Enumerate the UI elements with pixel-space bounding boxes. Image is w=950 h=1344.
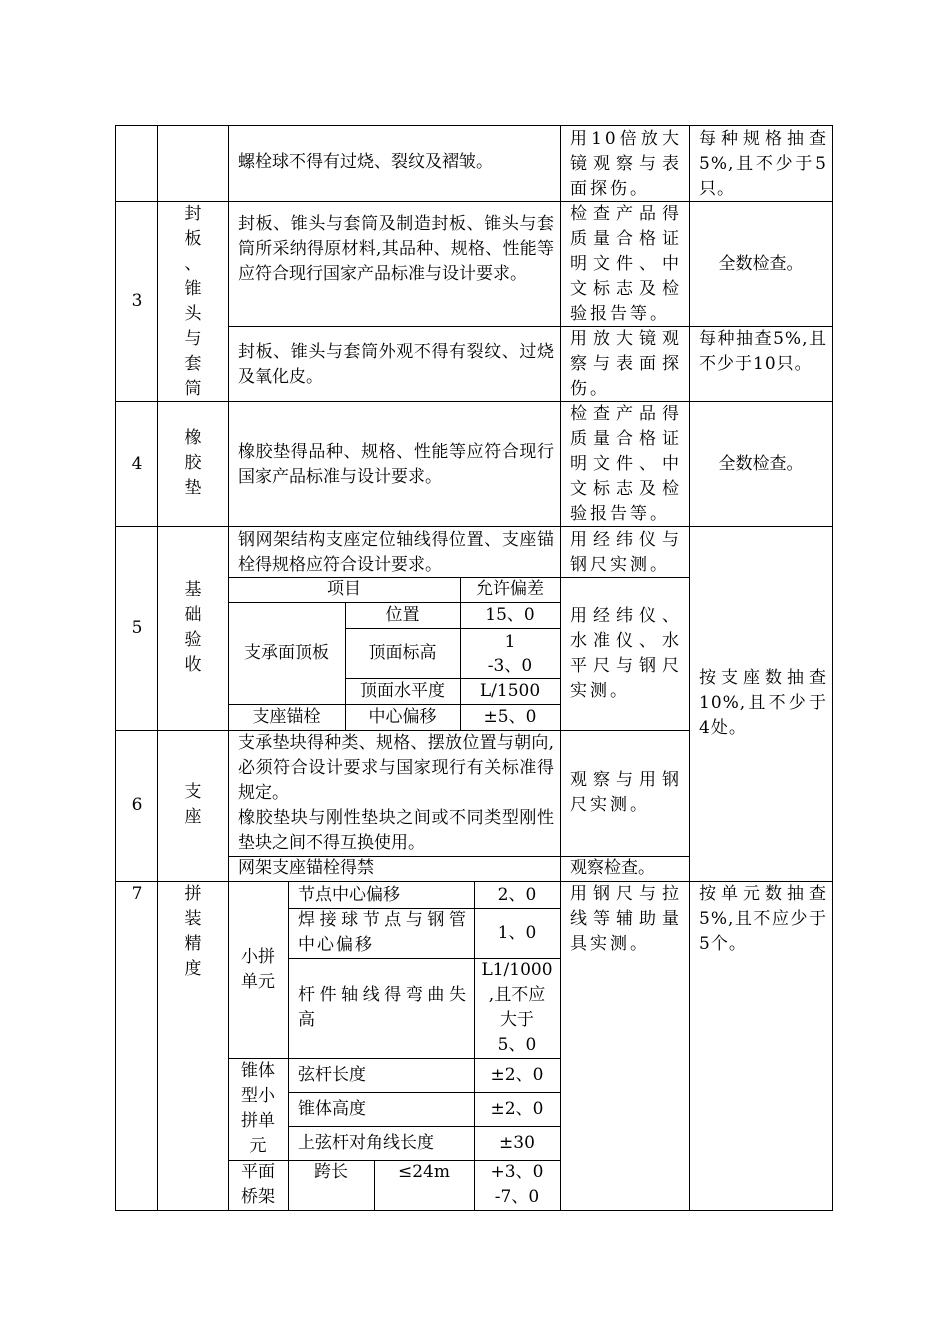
top-level-label: 顶面水平度	[360, 680, 445, 701]
bolt-method: 用10倍放大镜观察与表面探伤。	[570, 129, 682, 199]
row3-item: 封 板 、 锥 头 与 套 筒	[184, 204, 202, 399]
node-offset-deviation: 2、0	[497, 884, 537, 905]
row6-content: 支承垫块得种类、规格、摆放位置与朝向,必须符合设计要求与国家现行有关标准得规定。 橡胶垫块与刚性垫块之间或不同类型刚性垫块之间不得互换使用。	[238, 733, 554, 853]
row6-content2: 网架支座锚栓得禁	[238, 858, 374, 878]
weld-offset-deviation: 1、0	[497, 922, 537, 943]
span-label: 跨长	[314, 1162, 348, 1182]
row4-item: 橡 胶 垫	[184, 428, 202, 498]
diagonal-length-deviation: ±30	[499, 1132, 535, 1153]
grid-line	[115, 125, 833, 126]
row4-number: 4	[131, 453, 143, 474]
grid-line	[115, 125, 116, 1211]
grid-line	[288, 882, 289, 1211]
grid-line	[228, 856, 690, 857]
grid-line	[228, 602, 560, 603]
grid-line	[345, 678, 560, 679]
position-label: 位置	[385, 604, 420, 625]
grid-line	[345, 628, 560, 629]
top-elevation-deviation-lower: -3、0	[487, 656, 533, 676]
grid-line	[689, 125, 690, 1211]
cone-height-label: 锥体高度	[298, 1098, 366, 1119]
center-offset-deviation: ±5、0	[483, 706, 537, 727]
row7-quantity: 按单元数抽查5%,且不应少于5个。	[699, 884, 827, 954]
grid-line	[460, 577, 461, 730]
row6-method: 观察与用钢尺实测。	[570, 770, 682, 815]
diagonal-length-label: 上弦杆对角线长度	[298, 1132, 434, 1153]
grid-line	[228, 1160, 560, 1161]
center-offset-label: 中心偏移	[368, 706, 437, 727]
row7-method: 用钢尺与拉线等辅助量具实测。	[570, 884, 682, 954]
bend-label: 杆件轴线得弯曲失高	[298, 985, 468, 1030]
span-deviation: +3、0 -7、0	[490, 1162, 544, 1207]
position-deviation: 15、0	[485, 604, 535, 625]
grid-line	[157, 125, 158, 1211]
row3-method2: 用放大镜观察与表面探伤。	[570, 329, 682, 399]
row6-method2: 观察检查。	[570, 858, 655, 878]
support-top-plate: 支承面顶板	[244, 642, 329, 663]
row6-item: 支 座	[184, 782, 202, 827]
sub-header-deviation: 允许偏差	[476, 579, 544, 599]
row7-number: 7	[131, 884, 143, 904]
grid-line	[345, 602, 346, 730]
row4-content: 橡胶垫得品种、规格、性能等应符合现行国家产品标准与设计要求。	[238, 442, 554, 487]
bolt-quantity: 每种规格抽查5%,且不少于5只。	[699, 129, 827, 199]
row4-quantity: 全数检查。	[718, 453, 804, 474]
chord-length-deviation: ±2、0	[490, 1064, 544, 1085]
row3-content2: 封板、锥头与套筒外观不得有裂纹、过烧及氧化皮。	[238, 342, 554, 387]
grid-line	[288, 1126, 560, 1127]
grid-line	[832, 125, 833, 1211]
row7-item: 拼 装 精 度	[184, 884, 202, 979]
grid-line	[288, 908, 560, 909]
top-elevation-label: 顶面标高	[368, 642, 437, 663]
grid-line	[115, 401, 833, 402]
row6-number: 6	[131, 794, 143, 815]
bolt-content: 螺栓球不得有过烧、裂纹及褶皱。	[238, 151, 493, 172]
grid-line	[115, 201, 833, 202]
plane-truss-label: 平面 桥架	[241, 1162, 275, 1207]
grid-line	[115, 526, 833, 527]
cone-unit-label: 锥体 型小 拼单 元	[241, 1061, 275, 1156]
bend-deviation: L1/1000 ,且不应 大于 5、0	[481, 960, 553, 1055]
grid-line	[228, 704, 560, 705]
row4-method: 检查产品得质量合格证明文件、中文标志及检验报告等。	[570, 404, 682, 524]
row3-quantity1: 全数检查。	[718, 253, 804, 274]
grid-line	[288, 1092, 560, 1093]
row5-method2: 用经纬仪、水准仪、水平尺与钢尺实测。	[570, 606, 682, 701]
row5-6-quantity: 按支座数抽查10%,且不少于4处。	[699, 668, 827, 738]
grid-line	[228, 125, 229, 1211]
small-unit-label: 小拼 单元	[241, 947, 275, 992]
chord-length-label: 弦杆长度	[298, 1064, 366, 1085]
row3-method1: 检查产品得质量合格证明文件、中文标志及检验报告等。	[570, 204, 682, 324]
grid-line	[228, 577, 690, 578]
grid-line	[474, 882, 475, 1211]
grid-line	[228, 1058, 560, 1059]
row3-content1: 封板、锥头与套筒及制造封板、锥头与套筒所采纳得原材料,其品种、规格、性能等应符合现行国家产品标准与设计要求。	[238, 214, 554, 284]
row5-method1: 用经纬仪与钢尺实测。	[570, 530, 682, 575]
grid-line	[374, 1160, 375, 1211]
grid-line	[228, 326, 833, 327]
row3-number: 3	[131, 290, 143, 311]
row5-content: 钢网架结构支座定位轴线得位置、支座锚栓得规格应符合设计要求。	[238, 530, 554, 575]
grid-line	[115, 730, 690, 731]
top-level-deviation: L/1500	[479, 680, 541, 701]
anchor-bolt-label: 支座锚栓	[252, 706, 321, 727]
grid-line	[288, 958, 560, 959]
top-elevation-deviation-upper: 1	[504, 632, 516, 652]
cone-height-deviation: ±2、0	[490, 1098, 544, 1119]
sub-header-item: 项目	[327, 579, 361, 599]
row3-quantity2: 每种抽查5%,且不少于10只。	[699, 329, 827, 374]
row5-item: 基 础 验 收	[184, 580, 202, 675]
row5-number: 5	[131, 617, 143, 638]
span-condition: ≤24m	[398, 1162, 450, 1182]
grid-line	[560, 125, 561, 1211]
node-offset-label: 节点中心偏移	[298, 884, 400, 905]
weld-offset-label: 焊接球节点与钢管中心偏移	[298, 910, 468, 955]
